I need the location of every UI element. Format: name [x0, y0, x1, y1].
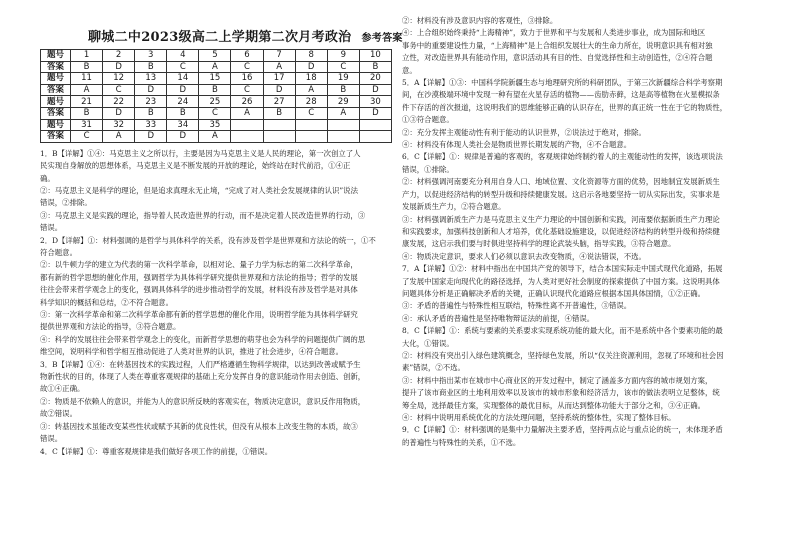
- explanation-line: 了发展中国家走向现代化的路径选择，为人类对更好社会制度的探索提供了中国方案。这说明具体: [402, 276, 720, 286]
- question-number-cell: 15: [199, 73, 231, 85]
- answer-cell: D: [359, 84, 391, 96]
- explanation-line: 大化，①错误。: [402, 338, 454, 348]
- answer-cell: [359, 131, 391, 143]
- row-label: 答案: [41, 84, 71, 96]
- explanation-line: 故①④正确。: [40, 384, 85, 394]
- question-number-cell: 18: [295, 73, 327, 85]
- question-number-cell: 7: [263, 50, 295, 62]
- question-number-cell: [327, 119, 359, 131]
- explanation-line: 都有新的哲学思想的催化作用，强调哲学为具体科学研究提供世界观和方法论的指导；哲学的发展: [40, 272, 358, 282]
- answer-cell: A: [103, 131, 135, 143]
- answer-cell: D: [103, 61, 135, 73]
- question-number-cell: 2: [103, 50, 135, 62]
- explanation-line: ④：承认矛盾的普遍性是坚持唯物辩证法的前提，④错误。: [402, 313, 595, 323]
- answer-row: [41, 84, 392, 96]
- answer-cell: A: [327, 107, 359, 119]
- reference-answer-label: 参考答案: [361, 33, 403, 44]
- answer-cell: D: [295, 61, 327, 73]
- question-number-cell: 21: [71, 96, 103, 108]
- answer-cell: B: [135, 107, 167, 119]
- left-column: [32, 0, 403, 458]
- question-number-cell: 4: [167, 50, 199, 62]
- explanation-line: 和实践要求，加强科技创新和人才培养，优化基础设施建设，以促进经济结构的转型升级和持续健: [402, 226, 720, 236]
- row-label: 答案: [41, 131, 71, 143]
- question-number-cell: 25: [199, 96, 231, 108]
- explanation-line: 符合题意。: [40, 248, 77, 257]
- answer-row: [41, 61, 392, 73]
- question-number-cell: 31: [71, 119, 103, 131]
- explanation-line: 错误，①排除。: [402, 164, 454, 174]
- explanation-line: 1．B【详解】①④：马克思主义之所以行，主要是因为马克思主义是人民的理论，第一次创立了人: [40, 148, 361, 158]
- explanation-line: ②：材料强调河南要充分利用自身人口、地域位置、文化资源等方面的优势，因地制宜发展新质生: [402, 177, 720, 187]
- explanation-line: 4．C【详解】①：尊重客观规律是我们做好各项工作的前提，①错误。: [40, 446, 273, 456]
- question-number-cell: 16: [231, 73, 263, 85]
- page-title: [88, 26, 403, 45]
- question-number-cell: 5: [199, 50, 231, 62]
- question-number-cell: 12: [103, 73, 135, 85]
- question-number-cell: 3: [135, 50, 167, 62]
- explanation-line: 维空间，说明科学和哲学相互推动促进了人类对世界的认识，推进了社会进步，④符合题意。: [40, 347, 344, 357]
- explanation-line: 物新性状的目的，体现了人类在尊重客观规律的基础上充分发挥自身的意识能动作用去创造、创新，: [40, 372, 366, 382]
- question-number-cell: 33: [135, 119, 167, 131]
- explanation-line: 错误。: [40, 434, 63, 444]
- explanation-line: 5．A【详解】①③：中国科学院新疆生态与地理研究所的科研团队，于第三次新疆综合科学考察期: [402, 78, 723, 88]
- answer-row: [41, 131, 392, 143]
- title-text: 聊城二中2023级高二上学期第二次月考政治: [88, 30, 352, 45]
- question-number-cell: 11: [71, 73, 103, 85]
- question-number-cell: 10: [359, 50, 391, 62]
- explanation-line: ④：上合组织始终秉持“上海精神”，致力于世界和平与发展和人类进步事业，成为国际和地区: [402, 28, 706, 38]
- explanation-line: ②：充分发挥主观能动性有利于能动的认识世界，②说法过于绝对，排除。: [402, 127, 646, 137]
- explanation-line: 发展新质生产力，②符合题意。: [402, 202, 506, 212]
- answer-cell: B: [71, 61, 103, 73]
- explanation-line: 8．C【详解】①：系统与要素的关系要求实现系统功能的最大化，而不是系统中各个要素功能的最: [402, 326, 723, 336]
- answer-cell: B: [263, 107, 295, 119]
- answer-cell: A: [295, 84, 327, 96]
- explanation-line: 康发展，这启示我们要与时俱进坚持科学的理论武装头脑，指导实践，③符合题意。: [402, 239, 676, 249]
- explanation-line: 确。: [40, 173, 55, 183]
- explanation-line: 民实现自身解放的思想体系，马克思主义是不断发展的开放的理论，始终站在时代前沿，①④正: [40, 161, 351, 171]
- explanation-line: ②：材料没有突出引入绿色建筑概念，坚持绿色发展，所以“仅关注资源利用，忽视了环境和社会因: [402, 350, 724, 360]
- explanation-line: 6．C【详解】①：规律是普遍的客观的，客观规律始终制约着人的主观能动性的发挥，该选项说法: [402, 152, 723, 162]
- answer-cell: [263, 131, 295, 143]
- answer-row: [41, 107, 392, 119]
- answer-cell: C: [199, 107, 231, 119]
- answer-cell: D: [103, 107, 135, 119]
- explanation-line: 3．B【详解】①④：在转基因技术的实践过程，人们严格遵循生物科学规律，以达到改善或赋予生: [40, 359, 361, 369]
- question-number-cell: [231, 119, 263, 131]
- question-number-cell: [263, 119, 295, 131]
- explanation-line: 意。: [402, 65, 417, 75]
- explanation-line: 提升了该市商业区的土地利用效率以及该市的城市形象和经济活力，该市的做法表明立足整体，统: [402, 388, 720, 398]
- answer-cell: B: [199, 84, 231, 96]
- explanation-line: 故②错误。: [40, 409, 77, 419]
- explanation-line: 科学知识的概括和总结，②不符合题意。: [40, 297, 174, 307]
- explanation-line: 间，在沙漠极端环境中发现一种有望在火星存活的植物——齿肋赤藓，这是高等植物在火星模拟条: [402, 90, 720, 100]
- question-number-cell: 1: [71, 50, 103, 62]
- question-number-cell: 6: [231, 50, 263, 62]
- explanation-line: 事务中的重要建设性力量，“上海精神”是上合组织发展壮大的生命力所在，说明意识具有相对独: [402, 40, 713, 50]
- answer-cell: A: [199, 61, 231, 73]
- explanation-line: ④：材料中说明用系统优化的方法处理问题，坚持系统的整体性，实现了整体目标。: [402, 413, 676, 422]
- question-number-row: [41, 96, 392, 108]
- answer-cell: D: [167, 84, 199, 96]
- question-number-cell: 9: [327, 50, 359, 62]
- answer-cell: C: [327, 61, 359, 73]
- explanation-line: ③：材料中指出某市在城市中心商业区的开发过程中，制定了涵盖多方面内容的城市规划方案，: [402, 375, 713, 385]
- answer-cell: D: [167, 131, 199, 143]
- question-number-cell: 23: [135, 96, 167, 108]
- explanation-line: 错误，②排除。: [40, 198, 92, 208]
- explanation-line: 7．A【详解】①②：材料中指出在中国共产党的领导下，结合本国实际走中国式现代化道路，拓展: [402, 264, 723, 274]
- answer-cell: C: [295, 107, 327, 119]
- explanation-line: 素”错误，②不选。: [402, 363, 465, 373]
- explanation-line: ②：马克思主义是科学的理论，但是追求真理永无止境，“完成了对人类社会发展规律的认识”说法: [40, 185, 358, 195]
- explanation-line: ③：矛盾的普遍性与特殊性相互联结，特殊性离不开普遍性，③错误。: [402, 301, 632, 311]
- question-number-cell: 28: [295, 96, 327, 108]
- question-number-cell: 14: [167, 73, 199, 85]
- answer-table: [40, 49, 392, 143]
- row-label: 题号: [41, 50, 71, 62]
- answer-cell: A: [199, 131, 231, 143]
- answer-cell: C: [231, 84, 263, 96]
- explanation-line: 2．D【详解】①：材料强调的是哲学与具体科学的关系，没有涉及哲学是世界观和方法论的统一，①不: [40, 235, 376, 245]
- question-number-cell: 17: [263, 73, 295, 85]
- explanation-line: 产力，以促进经济结构的转型升级和持续健康发展。这启示各地要坚持一切从实际出发，实事求是: [402, 189, 720, 199]
- explanation-line: 件下存活的首次报道，这说明我们的思维能够正确的认识存在，世界的真正统一性在于它的物质性，: [402, 102, 728, 112]
- explanation-line: 9．C【详解】①：材料强调的是集中力量解决主要矛盾，坚持两点论与重点论的统一，未体现矛盾: [402, 425, 723, 435]
- question-number-cell: [295, 119, 327, 131]
- explanation-line: 问题具体分析是正确解决矛盾的关键，正确认识现代化道路应根据本国具体国情，①②正确。: [402, 288, 706, 298]
- question-number-cell: 22: [103, 96, 135, 108]
- question-number-cell: 29: [327, 96, 359, 108]
- question-number-cell: 34: [167, 119, 199, 131]
- explanation-line: 提供世界观和方法论的指导，③符合题意。: [40, 322, 181, 332]
- question-number-cell: 30: [359, 96, 391, 108]
- question-number-cell: 27: [263, 96, 295, 108]
- answer-cell: B: [135, 61, 167, 73]
- explanation-line: ④：材料没有体现人类社会是物质世界长期发展的产物，④不合题意。: [402, 140, 632, 150]
- explanation-line: 往往会带来哲学观念上的变化，强调具体科学的进步推动哲学的发展，材料没有涉及哲学是对具体: [40, 285, 358, 295]
- answer-cell: D: [135, 131, 167, 143]
- question-number-row: [41, 119, 392, 131]
- question-number-cell: 26: [231, 96, 263, 108]
- explanation-line: ①③符合题意。: [402, 115, 454, 125]
- answer-cell: B: [71, 107, 103, 119]
- answer-cell: D: [263, 84, 295, 96]
- explanation-line: 立性，对改造世界具有能动作用，意识活动具有目的性、自觉选择性和主动创造性，②④符合题: [402, 53, 713, 63]
- question-number-cell: 24: [167, 96, 199, 108]
- explanation-line: ④：物质决定意识，要求人们必须以意识去改变物质，④说法错误，不选。: [402, 251, 646, 261]
- explanation-line: 错误。: [40, 223, 63, 233]
- explanation-line: ②：以牛顿力学的建立为代表的第一次科学革命，以相对论、量子力学为标志的第二次科学革命，: [40, 260, 358, 270]
- answer-cell: C: [167, 61, 199, 73]
- row-label: 题号: [41, 119, 71, 131]
- question-number-row: [41, 73, 392, 85]
- right-column: [402, 10, 772, 449]
- answer-cell: C: [231, 61, 263, 73]
- answer-cell: [295, 131, 327, 143]
- question-number-row: [41, 50, 392, 62]
- left-explanations: [32, 148, 394, 458]
- answer-cell: A: [263, 61, 295, 73]
- row-label: 题号: [41, 96, 71, 108]
- right-explanations: [402, 15, 772, 449]
- question-number-cell: 19: [327, 73, 359, 85]
- answer-cell: C: [103, 84, 135, 96]
- explanation-line: ②：物质是不依赖人的意识，并能为人的意识所反映的客观实在，物质决定意识，意识反作用物质，: [40, 396, 366, 406]
- explanation-line: ③：马克思主义是实践的理论，指导着人民改造世界的行动，而不是决定着人民改造世界的行动，③: [40, 210, 366, 220]
- answer-cell: B: [167, 107, 199, 119]
- answer-cell: B: [359, 61, 391, 73]
- explanation-line: 筹全局，选择最佳方案，实现整体的最优目标，从而达到整体功能大于部分之和，③④正确。: [402, 400, 706, 410]
- explanation-line: 的普遍性与特殊性的关系，①不选。: [402, 437, 521, 447]
- question-number-cell: 20: [359, 73, 391, 85]
- answer-cell: B: [327, 84, 359, 96]
- question-number-cell: 32: [103, 119, 135, 131]
- row-label: 答案: [41, 61, 71, 73]
- answer-cell: D: [135, 84, 167, 96]
- answer-cell: D: [359, 107, 391, 119]
- explanation-line: ②：材料没有涉及意识内容的客观性，③排除。: [402, 16, 558, 25]
- answer-cell: [327, 131, 359, 143]
- explanation-line: ③：材料强调新质生产力是马克思主义生产力理论的中国创新和实践，河南要依据新质生产力理论: [402, 214, 720, 224]
- explanation-line: ④：科学的发展往往会带来哲学观念上的变化，而新哲学思想的萌芽也会为科学的问题提供广阔的思: [40, 334, 366, 344]
- row-label: 答案: [41, 107, 71, 119]
- explanation-line: ③：第一次科学革命和第二次科学革命都有新的哲学思想的催化作用，说明哲学能为具体科学研究: [40, 310, 358, 320]
- question-number-cell: 13: [135, 73, 167, 85]
- row-label: 题号: [41, 73, 71, 85]
- question-number-cell: 8: [295, 50, 327, 62]
- answer-cell: A: [71, 84, 103, 96]
- answer-cell: A: [231, 107, 263, 119]
- question-number-cell: [359, 119, 391, 131]
- answer-cell: C: [71, 131, 103, 143]
- question-number-cell: 35: [199, 119, 231, 131]
- answer-cell: [231, 131, 263, 143]
- explanation-line: ③：转基因技术虽能改变某些性状或赋予其新的优良性状，但没有从根本上改变生物的本质，故③: [40, 421, 358, 431]
